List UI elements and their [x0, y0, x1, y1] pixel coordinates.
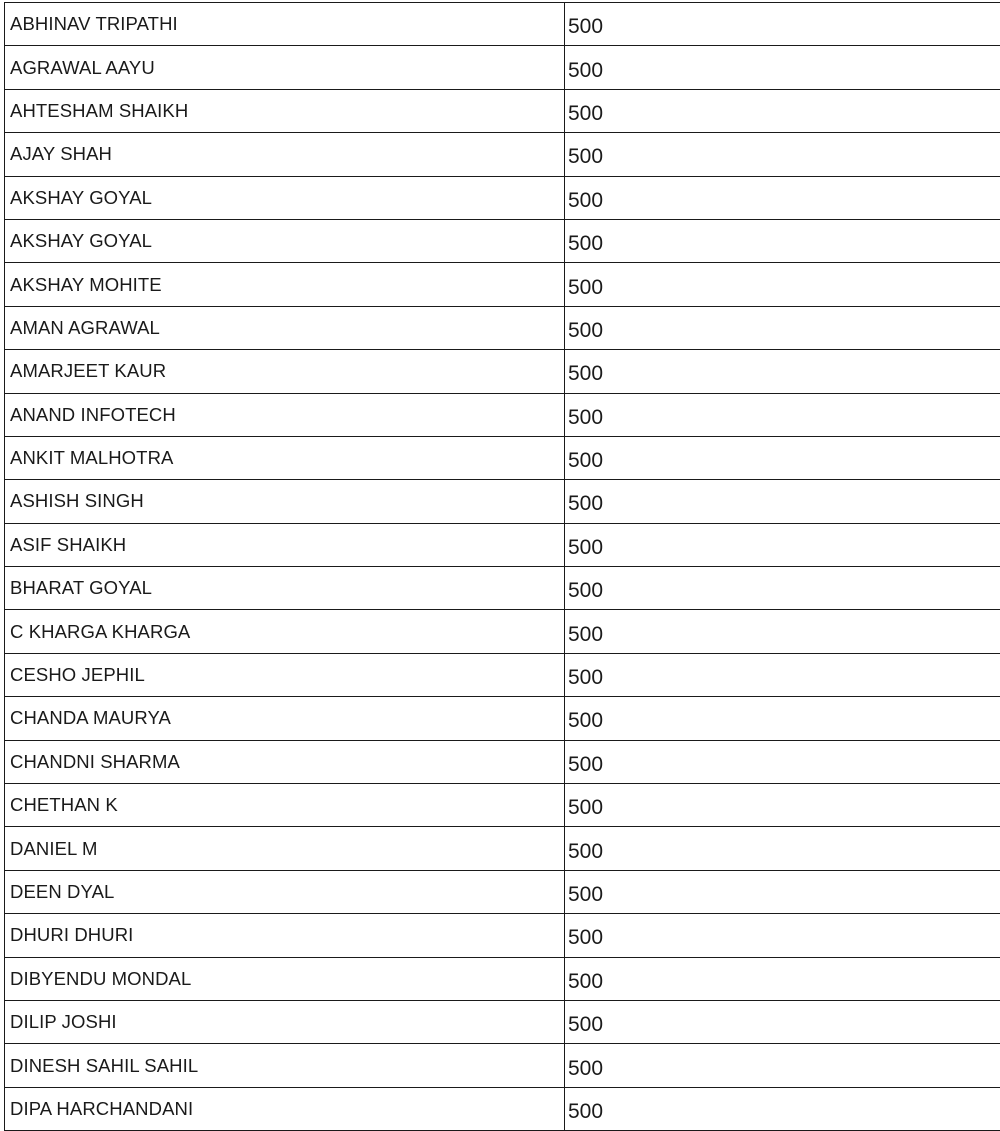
amount-cell[interactable]: 500 [565, 436, 1000, 479]
table-row [5, 610, 1000, 653]
name-cell[interactable]: DIBYENDU MONDAL [5, 957, 565, 1000]
name-cell[interactable]: CHANDNI SHARMA [5, 740, 565, 783]
table-row [5, 263, 1000, 306]
name-amount-table [4, 2, 1000, 1131]
name-cell[interactable]: DEEN DYAL [5, 870, 565, 913]
amount-cell[interactable]: 500 [565, 46, 1000, 89]
table-row [5, 46, 1000, 89]
table-row [5, 89, 1000, 132]
amount-cell[interactable]: 500 [565, 567, 1000, 610]
name-cell[interactable]: CHETHAN K [5, 784, 565, 827]
table-row [5, 697, 1000, 740]
table-row [5, 653, 1000, 696]
amount-cell[interactable]: 500 [565, 263, 1000, 306]
name-cell[interactable]: AKSHAY GOYAL [5, 219, 565, 262]
table-row [5, 306, 1000, 349]
amount-cell[interactable]: 500 [565, 827, 1000, 870]
name-cell[interactable]: ANAND INFOTECH [5, 393, 565, 436]
amount-cell[interactable]: 500 [565, 176, 1000, 219]
name-cell[interactable]: AMAN AGRAWAL [5, 306, 565, 349]
table-row [5, 1044, 1000, 1087]
amount-cell[interactable]: 500 [565, 306, 1000, 349]
table-row [5, 133, 1000, 176]
table-row [5, 827, 1000, 870]
name-cell[interactable]: AKSHAY GOYAL [5, 176, 565, 219]
name-cell[interactable]: AJAY SHAH [5, 133, 565, 176]
name-cell[interactable]: DILIP JOSHI [5, 1000, 565, 1043]
amount-cell[interactable]: 500 [565, 870, 1000, 913]
name-cell[interactable]: ASHISH SINGH [5, 480, 565, 523]
amount-cell[interactable]: 500 [565, 133, 1000, 176]
table-row [5, 870, 1000, 913]
name-cell[interactable]: AKSHAY MOHITE [5, 263, 565, 306]
amount-cell[interactable]: 500 [565, 697, 1000, 740]
table-row [5, 219, 1000, 262]
name-cell[interactable]: CESHO JEPHIL [5, 653, 565, 696]
table-row [5, 523, 1000, 566]
table-row [5, 1000, 1000, 1043]
name-cell[interactable]: DINESH SAHIL SAHIL [5, 1044, 565, 1087]
amount-cell[interactable]: 500 [565, 480, 1000, 523]
table-row [5, 740, 1000, 783]
name-cell[interactable]: BHARAT GOYAL [5, 567, 565, 610]
amount-cell[interactable]: 500 [565, 610, 1000, 653]
name-cell[interactable]: ABHINAV TRIPATHI [5, 3, 565, 46]
amount-cell[interactable]: 500 [565, 89, 1000, 132]
name-cell[interactable]: AHTESHAM SHAIKH [5, 89, 565, 132]
name-cell[interactable]: DANIEL M [5, 827, 565, 870]
amount-cell[interactable]: 500 [565, 957, 1000, 1000]
table-row [5, 784, 1000, 827]
amount-cell[interactable]: 500 [565, 1000, 1000, 1043]
table-row [5, 436, 1000, 479]
table-row [5, 957, 1000, 1000]
table-row [5, 914, 1000, 957]
table-row [5, 567, 1000, 610]
name-cell[interactable]: CHANDA MAURYA [5, 697, 565, 740]
amount-cell[interactable]: 500 [565, 740, 1000, 783]
table-row [5, 176, 1000, 219]
name-cell[interactable]: C KHARGA KHARGA [5, 610, 565, 653]
table-row [5, 393, 1000, 436]
amount-cell[interactable]: 500 [565, 393, 1000, 436]
amount-cell[interactable]: 500 [565, 1087, 1000, 1130]
name-cell[interactable]: AMARJEET KAUR [5, 350, 565, 393]
name-cell[interactable]: ASIF SHAIKH [5, 523, 565, 566]
amount-cell[interactable]: 500 [565, 653, 1000, 696]
name-cell[interactable]: DHURI DHURI [5, 914, 565, 957]
amount-cell[interactable]: 500 [565, 1044, 1000, 1087]
name-cell[interactable]: DIPA HARCHANDANI [5, 1087, 565, 1130]
table-row [5, 350, 1000, 393]
amount-cell[interactable]: 500 [565, 523, 1000, 566]
name-cell[interactable]: AGRAWAL AAYU [5, 46, 565, 89]
amount-cell[interactable]: 500 [565, 350, 1000, 393]
amount-cell[interactable]: 500 [565, 914, 1000, 957]
table-row [5, 1087, 1000, 1130]
amount-cell[interactable]: 500 [565, 784, 1000, 827]
name-cell[interactable]: ANKIT MALHOTRA [5, 436, 565, 479]
amount-cell[interactable]: 500 [565, 3, 1000, 46]
amount-cell[interactable]: 500 [565, 219, 1000, 262]
table-row [5, 3, 1000, 46]
table-row [5, 480, 1000, 523]
table-body [5, 3, 1000, 1131]
